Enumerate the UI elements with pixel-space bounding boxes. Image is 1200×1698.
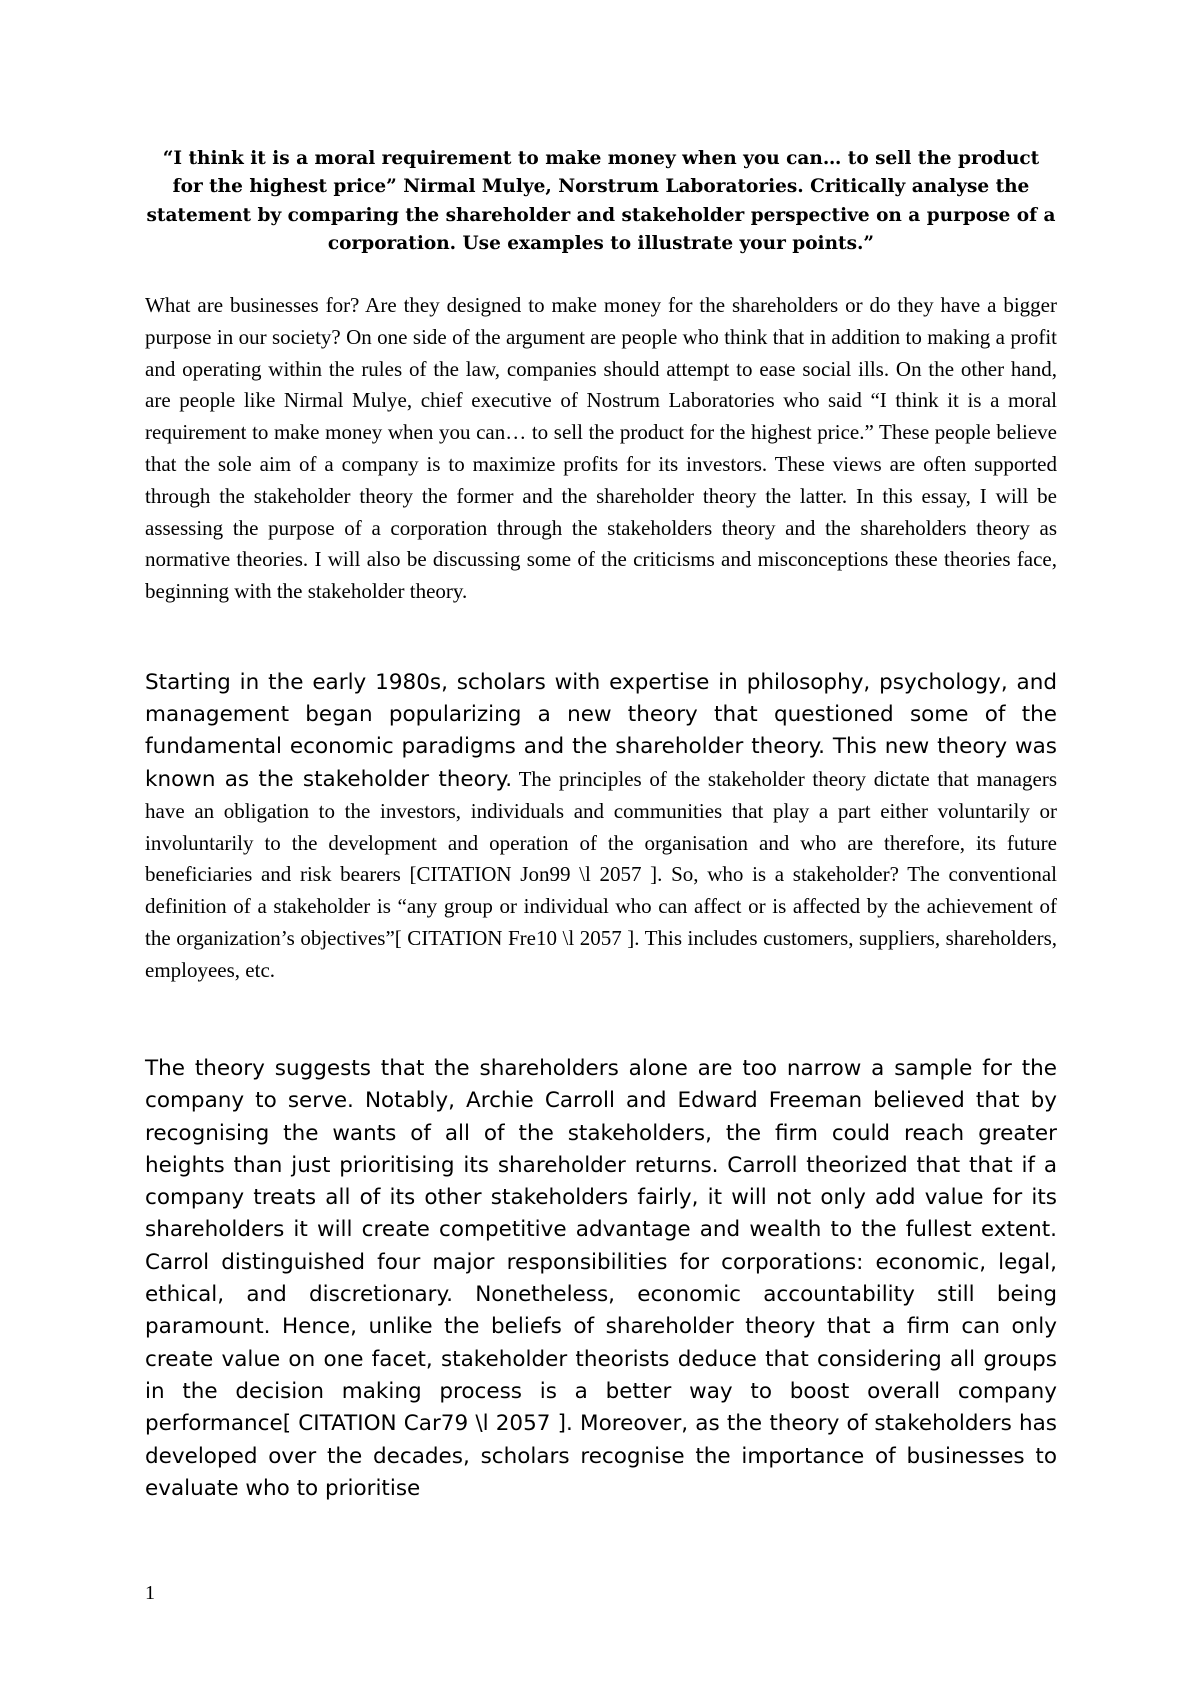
page-number: 1 xyxy=(145,1582,155,1604)
paragraph-stakeholder-theory xyxy=(145,667,1057,987)
paragraph-lead-text: Starting in the early 1980s, scholars with expertise in philosophy, psychology, and management began popularizing a new theory that questioned some of the fundamental economic paradigms and the shareholder theory. This new theory was known as the stakeholder theory. xyxy=(145,670,1057,792)
paragraph-introduction: What are businesses for? Are they designed to make money for the shareholders or do they have a bigger purpose in our society? On one side of the argument are people who think that in addition to making a profit and operating within the rules of the law, companies should attempt to ease social ills. On the other hand, are people like Nirmal Mulye, chief executive of Nostrum Laboratories who said “I think it is a moral requirement to make money when you can… to sell the product for the highest price.” These people believe that the sole aim of a company is to maximize profits for its investors. These views are often supported through the stakeholder theory the former and the shareholder theory the latter. In this essay, I will be assessing the purpose of a corporation through the stakeholders theory and the shareholders theory as normative theories. I will also be discussing some of the criticisms and misconceptions these theories face, beginning with the stakeholder theory. xyxy=(145,293,1057,604)
paragraph-theory-suggests: The theory suggests that the shareholders alone are too narrow a sample for the company to serve. Notably, Archie Carroll and Edward Freeman believed that by recognising the wants of all of the stakeholders, the firm could reach greater heights than just prioritising its shareholder returns. Carroll theorized that that if a company treats all of its other stakeholders fairly, it will not only add value for its shareholders it will create competitive advantage and wealth to the fullest extent. Carrol distinguished four major responsibilities for corporations: economic, legal, ethical, and discretionary. Nonetheless, economic accountability still being paramount. Hence, unlike the beliefs of shareholder theory that a firm can only create value on one facet, stakeholder theorists deduce that considering all groups in the decision making process is a better way to boost overall company performance[ CITATION Car79 \l 2057 ]. Moreover, as the theory of stakeholders has developed over the decades, scholars recognise the importance of businesses to evaluate who to prioritise xyxy=(145,1056,1057,1501)
essay-title: “I think it is a moral requirement to make money when you can… to sell the product for the highest price” Nirmal Mulye, Norstrum Laboratories. Critically analyse the statement by comparing the shareholder and stakeholder perspective on a purpose of a corporation. Use examples to illustrate your points.” xyxy=(146,148,1056,254)
paragraph-body-text: The principles of the stakeholder theory dictate that managers have an obligation to the investors, individuals and communities that play a part either voluntarily or involuntarily to the development and operation of the organisation and who are therefore, its future beneficiaries and risk bearers [CITATION Jon99 \l 2057 ]. So, who is a stakeholder? The conventional definition of a stakeholder is “any group or individual who can affect or is affected by the achievement of the organization’s objectives”[ CITATION Fre10 \l 2057 ]. This includes customers, suppliers, shareholders, employees, etc. xyxy=(145,766,1057,982)
